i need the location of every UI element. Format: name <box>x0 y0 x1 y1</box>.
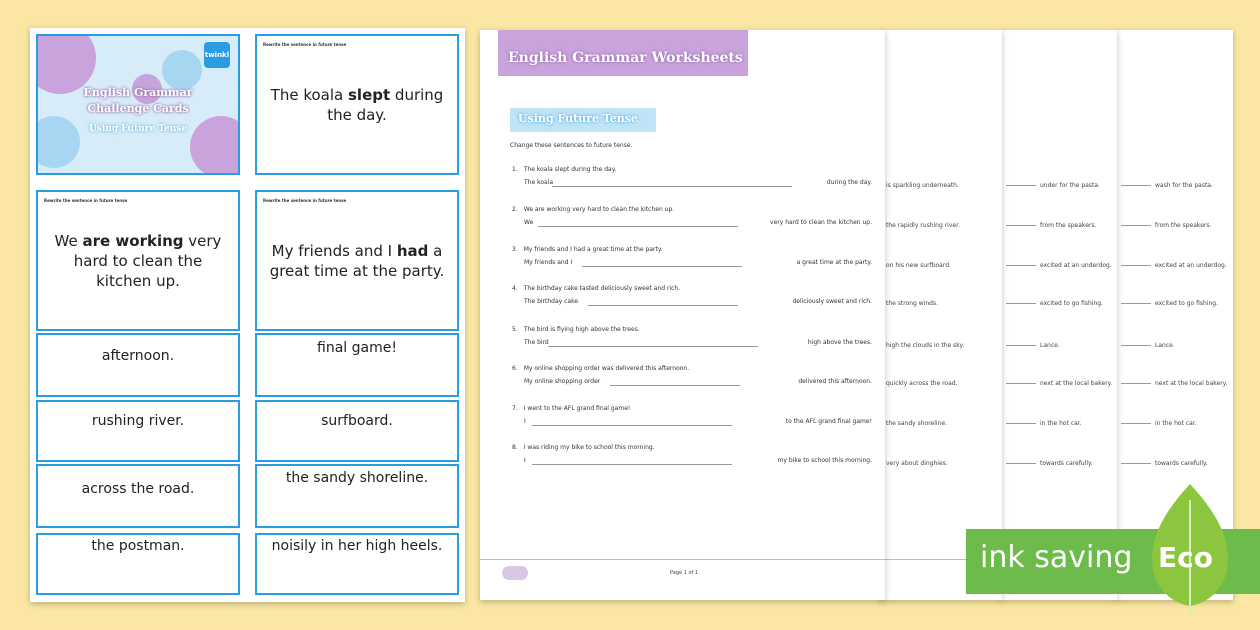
answer-row: next at the local bakery. <box>1006 380 1112 387</box>
answer-line: I to the AFL grand final game! <box>524 418 872 425</box>
answer-row: in the hot car. <box>1006 420 1082 427</box>
card-sentence-end: final game! <box>317 340 397 356</box>
answer-line: My online shopping order delivered this afternoon. <box>524 378 872 385</box>
answer-line: I my bike to school this morning. <box>524 457 872 464</box>
answer-row: excited at an underdog. <box>1121 262 1227 269</box>
eco-label: Eco <box>1158 541 1213 574</box>
worksheet-instruction: Change these sentences to future tense. <box>510 142 633 149</box>
answer-line: The bird high above the trees. <box>524 339 872 346</box>
card-sentence-end: across the road. <box>81 481 195 497</box>
stacked-card <box>36 464 240 528</box>
answer-row: excited to go fishing. <box>1121 300 1218 307</box>
verb-highlight: are working <box>82 231 184 250</box>
answer-row: wash for the pasta. <box>1121 182 1213 189</box>
answer-row: excited at an underdog. <box>1006 262 1112 269</box>
twinkl-footer-logo <box>502 566 528 580</box>
question-item: 4. The birthday cake tasted deliciously sweet and rich. The birthday cake deliciously sweet and rich. <box>512 285 872 305</box>
stacked-card <box>255 533 459 595</box>
answer-row: from the speakers. <box>1006 222 1096 229</box>
answer-row: from the speakers. <box>1121 222 1211 229</box>
answer-row: high the clouds in the sky. <box>886 342 965 349</box>
answer-line: We very hard to clean the kitchen up. <box>524 219 872 226</box>
question-item: 1. The koala slept during the day. The koala during the day. <box>512 166 872 186</box>
answer-row: Lance. <box>1006 342 1060 349</box>
answer-row: excited to go fishing. <box>1006 300 1103 307</box>
challenge-card <box>255 190 459 331</box>
answer-row: in the hot car. <box>1121 420 1197 427</box>
challenge-card <box>36 190 240 331</box>
cover-title-line1: English Grammar <box>83 86 193 99</box>
answer-row: next at the local bakery. <box>1121 380 1227 387</box>
answer-line: The birthday cake deliciously sweet and rich. <box>524 298 872 305</box>
question-item: 2. We are working very hard to clean the kitchen up. We very hard to clean the kitchen up. <box>512 206 872 226</box>
answer-line: The koala during the day. <box>524 179 872 186</box>
answer-row: quickly across the road. <box>886 380 958 387</box>
answer-row: is sparkling underneath. <box>886 182 959 189</box>
worksheet-page-2 <box>880 30 1002 600</box>
card-sentence-end: the sandy shoreline. <box>285 470 429 486</box>
card-sentence-end: surfboard. <box>321 413 393 429</box>
worksheet-page-3 <box>1000 30 1117 600</box>
stacked-card <box>255 400 459 462</box>
blue-bubble <box>162 50 202 90</box>
card-sentence-end: the postman. <box>91 538 185 554</box>
answer-row: the sandy shoreline. <box>886 420 947 427</box>
cover-subtitle: Using Future Tense <box>88 124 188 134</box>
card-sentence: We are working very hard to clean the kitchen up. <box>54 231 222 290</box>
question-item: 3. My friends and I had a great time at the party. My friends and I a great time at the party. <box>512 246 872 266</box>
challenge-card <box>255 34 459 175</box>
cover-title-line2: Challenge Cards <box>87 102 189 115</box>
card-sentence-end: rushing river. <box>91 413 185 429</box>
question-item: 5. The bird is flying high above the trees. The bird high above the trees. <box>512 326 872 346</box>
challenge-cards-sheet <box>30 28 465 602</box>
answer-row: under for the pasta. <box>1006 182 1100 189</box>
card-instruction: Rewrite the sentence in future tense <box>263 198 347 203</box>
worksheet-subtitle: Using Future Tense <box>518 112 638 125</box>
twinkl-logo: twinkl <box>204 42 230 68</box>
card-sentence: The koala slept during the day. <box>270 85 444 124</box>
answer-row: towards carefully. <box>1121 460 1208 467</box>
stacked-card <box>36 400 240 462</box>
answer-row: Lance. <box>1121 342 1175 349</box>
answer-row: the strong winds. <box>886 300 938 307</box>
stacked-card <box>36 333 240 397</box>
ink-saving-label: ink saving <box>980 540 1133 575</box>
question-item: 7. I went to the AFL grand final game! I to the AFL grand final game! <box>512 405 872 425</box>
stacked-card <box>255 333 459 397</box>
card-sentence-end: noisily in her high heels. <box>271 538 443 554</box>
worksheet-page-1 <box>480 30 885 600</box>
answer-row: on his new surfboard. <box>886 262 951 269</box>
stacked-card <box>255 464 459 528</box>
cover-card <box>36 34 240 175</box>
answer-row: very about dinghies. <box>886 460 948 467</box>
question-item: 8. I was riding my bike to school this morning. I my bike to school this morning. <box>512 444 872 464</box>
answer-row: the rapidly rushing river. <box>886 222 960 229</box>
card-instruction: Rewrite the sentence in future tense <box>44 198 128 203</box>
answer-row: towards carefully. <box>1006 460 1093 467</box>
worksheet-title: English Grammar Worksheets <box>508 50 743 66</box>
verb-highlight: slept <box>348 85 391 104</box>
question-item: 6. My online shopping order was delivered this afternoon. My online shopping order delivered this afternoon. <box>512 365 872 385</box>
page-number: Page 1 of 1 <box>670 570 699 576</box>
purple-bubble <box>36 34 96 94</box>
card-instruction: Rewrite the sentence in future tense <box>263 42 347 47</box>
stacked-card <box>36 533 240 595</box>
answer-line: My friends and I a great time at the party. <box>524 259 872 266</box>
card-sentence-end: afternoon. <box>101 348 175 364</box>
footer-divider <box>480 559 885 560</box>
verb-highlight: had <box>396 241 429 260</box>
card-sentence: My friends and I had a great time at the party. <box>269 241 445 280</box>
